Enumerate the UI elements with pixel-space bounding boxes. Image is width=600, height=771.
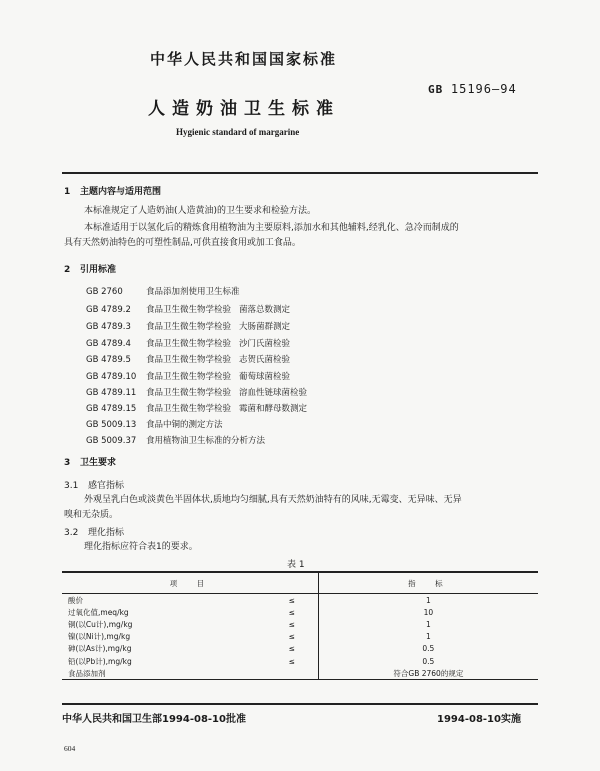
reference-title: 食品卫生微生物学检验: [146, 322, 232, 332]
table-row: [62, 667, 538, 680]
table-cell-symbol: [266, 667, 319, 680]
section-3-1-number: 3.1: [64, 481, 79, 491]
table-cell-value: 0.5: [318, 655, 538, 667]
section-3-heading: [64, 455, 116, 468]
table-cell-value: 10: [318, 606, 538, 618]
reference-item: [86, 303, 290, 315]
reference-item: [86, 370, 290, 382]
table-cell-item: 镍(以Ni计),mg/kg: [68, 632, 131, 642]
table-row: [62, 631, 538, 643]
reference-subtitle: 大肠菌群测定: [239, 322, 291, 332]
reference-title: 食品卫生微生物学检验: [146, 404, 232, 414]
reference-item: [86, 320, 290, 332]
section-3-2-number: 3.2: [64, 528, 79, 538]
section-3-1-heading: [64, 478, 124, 491]
reference-title: 食品卫生微生物学检验: [146, 388, 232, 398]
reference-item: [86, 285, 248, 297]
reference-item: [86, 402, 307, 414]
standard-code: [428, 82, 517, 96]
table-1: [62, 573, 538, 680]
table-header-item: 项 目: [62, 573, 318, 594]
table-cell-item: 食品添加剂: [62, 667, 266, 680]
table-cell-symbol: ≤: [288, 656, 295, 666]
section-2-heading: [64, 262, 116, 275]
implementation-date: 1994-08-10实施: [437, 714, 521, 725]
section-1-heading: [64, 184, 161, 197]
document-title-en: Hygienic standard of margarine: [176, 127, 300, 137]
reference-subtitle: 溶血性链球菌检验: [239, 388, 308, 398]
table-cell-value: 1: [318, 618, 538, 630]
table-cell-value: 1: [318, 594, 538, 607]
section-1-number: 1: [64, 187, 71, 197]
reference-item: [86, 434, 273, 446]
reference-title: 食用植物油卫生标准的分析方法: [146, 436, 266, 446]
table-cell-symbol: ≤: [288, 595, 295, 605]
reference-item: [86, 337, 290, 349]
reference-subtitle: 霉菌和酵母数测定: [239, 404, 308, 414]
table-cell-value: 0.5: [318, 643, 538, 655]
section-3-title: 卫生要求: [80, 458, 117, 468]
reference-code: GB 5009.13: [86, 420, 137, 430]
section-3-2-text: 理化指标应符合表1的要求。: [84, 542, 198, 552]
table-row: [62, 643, 538, 655]
reference-code: GB 4789.10: [86, 372, 137, 382]
section-1-paragraph-1: 本标准规定了人造奶油(人造黄油)的卫生要求和检验方法。: [84, 206, 317, 216]
reference-title: 食品卫生微生物学检验: [146, 355, 232, 365]
table-cell-item: 铅(以Pb计),mg/kg: [68, 656, 132, 666]
table-row: [62, 618, 538, 630]
reference-item: [86, 353, 290, 365]
table-header-indicator: 指 标: [318, 573, 538, 594]
footer-divider: [62, 703, 538, 705]
reference-item: [86, 418, 231, 430]
national-standard-title: 中华人民共和国国家标准: [150, 50, 338, 68]
section-1-paragraph-2-line-1: 本标准适用于以氢化后的精炼食用植物油为主要原料,添加水和其他辅料,经乳化、急冷而制成的: [84, 223, 459, 233]
reference-code: GB 4789.2: [86, 305, 131, 315]
reference-title: 食品卫生微生物学检验: [146, 305, 232, 315]
document-title-cn: 人造奶油卫生标准: [148, 99, 340, 119]
reference-subtitle: 沙门氏菌检验: [239, 339, 291, 349]
reference-title: 食品中铜的测定方法: [146, 420, 223, 430]
approval-statement: 中华人民共和国卫生部1994-08-10批准: [62, 714, 246, 725]
table-cell-symbol: ≤: [288, 644, 295, 654]
table-row: [62, 655, 538, 667]
table-cell-value: 1: [318, 631, 538, 643]
table-cell-item: 砷(以As计),mg/kg: [68, 644, 132, 654]
section-3-2-title: 理化指标: [88, 528, 125, 538]
reference-title: 食品卫生微生物学检验: [146, 372, 232, 382]
page-number: 604: [64, 744, 76, 753]
reference-subtitle: 葡萄球菌检验: [239, 372, 291, 382]
reference-code: GB 2760: [86, 287, 123, 297]
table-cell-symbol: ≤: [288, 619, 295, 629]
section-3-1-line-1: 外观呈乳白色或淡黄色半固体状,质地均匀细腻,具有天然奶油特有的风味,无霉变、无异味、无异: [84, 495, 462, 505]
reference-title: 食品添加剂使用卫生标准: [146, 287, 240, 297]
table-cell-value: 符合GB 2760的规定: [318, 667, 538, 680]
reference-code: GB 4789.11: [86, 388, 137, 398]
table-row: [62, 606, 538, 618]
table-header-row: [62, 573, 538, 594]
reference-code: GB 5009.37: [86, 436, 137, 446]
section-1-paragraph-2-line-2: 具有天然奶油特色的可塑性制品,可供直接食用或加工食品。: [64, 238, 301, 248]
reference-code: GB 4789.3: [86, 322, 131, 332]
section-3-2-heading: [64, 525, 124, 538]
reference-title: 食品卫生微生物学检验: [146, 339, 232, 349]
table-cell-item: 过氧化值,meq/kg: [68, 607, 129, 617]
reference-code: GB 4789.15: [86, 404, 137, 414]
table-caption: 表 1: [287, 560, 305, 570]
table-cell-item: 铜(以Cu计),mg/kg: [68, 619, 133, 629]
section-2-title: 引用标准: [80, 265, 117, 275]
section-3-1-line-2: 嗅和无杂质。: [64, 510, 119, 520]
table-row: [62, 594, 538, 607]
section-2-number: 2: [64, 265, 71, 275]
section-3-1-title: 感官指标: [88, 481, 125, 491]
standard-code-number: 15196—94: [450, 82, 517, 96]
reference-code: GB 4789.5: [86, 355, 131, 365]
table-cell-symbol: ≤: [288, 607, 295, 617]
section-1-title: 主题内容与适用范围: [80, 187, 162, 197]
header-divider: [62, 172, 538, 174]
standard-code-prefix: GB: [428, 83, 444, 96]
reference-item: [86, 386, 307, 398]
reference-subtitle: 志贺氏菌检验: [239, 355, 291, 365]
reference-code: GB 4789.4: [86, 339, 131, 349]
reference-subtitle: 菌落总数测定: [239, 305, 291, 315]
table-cell-symbol: ≤: [288, 632, 295, 642]
section-3-number: 3: [64, 458, 71, 468]
table-cell-item: 酸价: [68, 595, 83, 605]
